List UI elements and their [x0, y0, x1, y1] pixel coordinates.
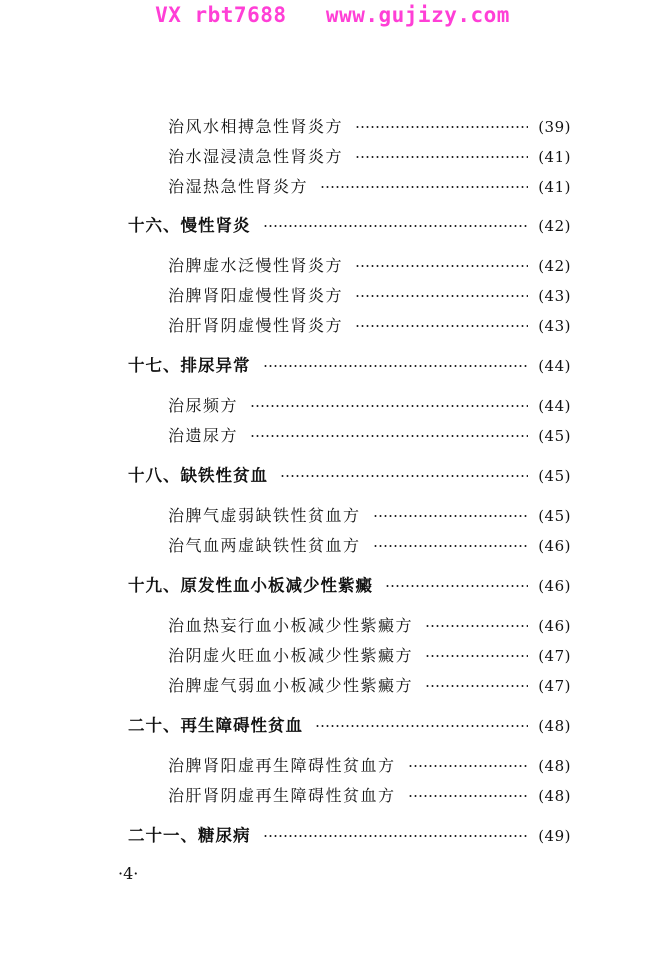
toc-entry: [168, 144, 571, 170]
toc-entry: [168, 393, 571, 419]
toc-section: [128, 353, 571, 379]
toc-section-label: 十六、慢性肾炎: [128, 216, 251, 235]
dot-leader: [263, 835, 529, 837]
toc-section: [128, 823, 571, 849]
toc-entry-label: 治水湿浸渍急性肾炎方: [168, 147, 344, 166]
toc-entry-label: 治尿频方: [168, 396, 239, 415]
toc-entry: [168, 643, 571, 669]
dot-leader: [373, 515, 529, 517]
toc-entry: [168, 423, 571, 449]
toc-entry-label: 治肝肾阴虚再生障碍性贫血方: [168, 786, 396, 805]
toc-entry-label: 治脾肾阳虚再生障碍性贫血方: [168, 756, 396, 775]
toc-entry-label: 治风水相搏急性肾炎方: [168, 117, 344, 136]
dot-leader: [263, 225, 529, 227]
toc-section: [128, 463, 571, 489]
toc-section-label: 二十一、糖尿病: [128, 826, 251, 845]
toc-entry-page: (48): [538, 757, 571, 775]
dot-leader: [425, 655, 528, 657]
toc-entry-label: 治肝肾阴虚慢性肾炎方: [168, 316, 344, 335]
dot-leader: [263, 365, 529, 367]
toc-entry-page: (43): [538, 287, 571, 305]
toc-entry: [168, 503, 571, 529]
toc-entry: [168, 613, 571, 639]
toc-entry-label: 治脾气虚弱缺铁性贫血方: [168, 506, 361, 525]
toc-entry-label: 治湿热急性肾炎方: [168, 177, 309, 196]
toc-section-page: (49): [538, 827, 571, 845]
toc-entry-label: 治气血两虚缺铁性贫血方: [168, 536, 361, 555]
toc-entry-page: (44): [538, 397, 571, 415]
toc-section: [128, 573, 571, 599]
toc-entry: [168, 673, 571, 699]
toc-entry-page: (45): [538, 507, 571, 525]
toc-section-label: 二十、再生障碍性贫血: [128, 716, 303, 735]
toc-section-page: (44): [538, 357, 571, 375]
toc-entry-page: (47): [538, 647, 571, 665]
toc-entry-page: (46): [538, 617, 571, 635]
toc-entry: [168, 753, 571, 779]
toc-entry: [168, 783, 571, 809]
toc-section: [128, 713, 571, 739]
dot-leader: [425, 625, 528, 627]
dot-leader: [355, 325, 528, 327]
toc-entry-page: (47): [538, 677, 571, 695]
dot-leader: [408, 795, 529, 797]
toc-entry-page: (46): [538, 537, 571, 555]
toc-entry-page: (41): [538, 148, 571, 166]
toc-section-page: (45): [538, 467, 571, 485]
dot-leader: [355, 265, 528, 267]
toc-entry-label: 治脾肾阳虚慢性肾炎方: [168, 286, 344, 305]
dot-leader: [355, 156, 528, 158]
dot-leader: [315, 725, 528, 727]
page-number: ·4·: [118, 864, 139, 883]
toc-entry: [168, 174, 571, 200]
toc-section-page: (46): [538, 577, 571, 595]
toc-section-label: 十八、缺铁性贫血: [128, 466, 268, 485]
toc-entry-page: (45): [538, 427, 571, 445]
toc-section-page: (42): [538, 217, 571, 235]
watermark-text: VX rbt7688 www.gujizy.com: [155, 3, 510, 27]
toc-entry-page: (39): [538, 118, 571, 136]
toc-entry-page: (43): [538, 317, 571, 335]
toc-section-label: 十七、排尿异常: [128, 356, 251, 375]
toc-entry-page: (42): [538, 257, 571, 275]
dot-leader: [250, 435, 528, 437]
dot-leader: [373, 545, 529, 547]
toc-section: [128, 213, 571, 239]
dot-leader: [408, 765, 529, 767]
toc-entry-label: 治脾虚气弱血小板减少性紫癜方: [168, 676, 414, 695]
toc-entry: [168, 313, 571, 339]
dot-leader: [320, 186, 528, 188]
dot-leader: [425, 685, 528, 687]
toc-section-page: (48): [538, 717, 571, 735]
toc-section-label: 十九、原发性血小板减少性紫癜: [128, 576, 373, 595]
dot-leader: [250, 405, 528, 407]
toc-entry-label: 治阴虚火旺血小板减少性紫癜方: [168, 646, 414, 665]
toc-entry-page: (41): [538, 178, 571, 196]
toc-entry: [168, 253, 571, 279]
toc-entry-page: (48): [538, 787, 571, 805]
dot-leader: [385, 585, 528, 587]
dot-leader: [355, 126, 528, 128]
toc-entry-label: 治遗尿方: [168, 426, 239, 445]
toc-entry-label: 治脾虚水泛慢性肾炎方: [168, 256, 344, 275]
dot-leader: [280, 475, 528, 477]
toc-entry: [168, 283, 571, 309]
toc-entry: [168, 114, 571, 140]
dot-leader: [355, 295, 528, 297]
toc-entry: [168, 533, 571, 559]
toc-entry-label: 治血热妄行血小板减少性紫癜方: [168, 616, 414, 635]
